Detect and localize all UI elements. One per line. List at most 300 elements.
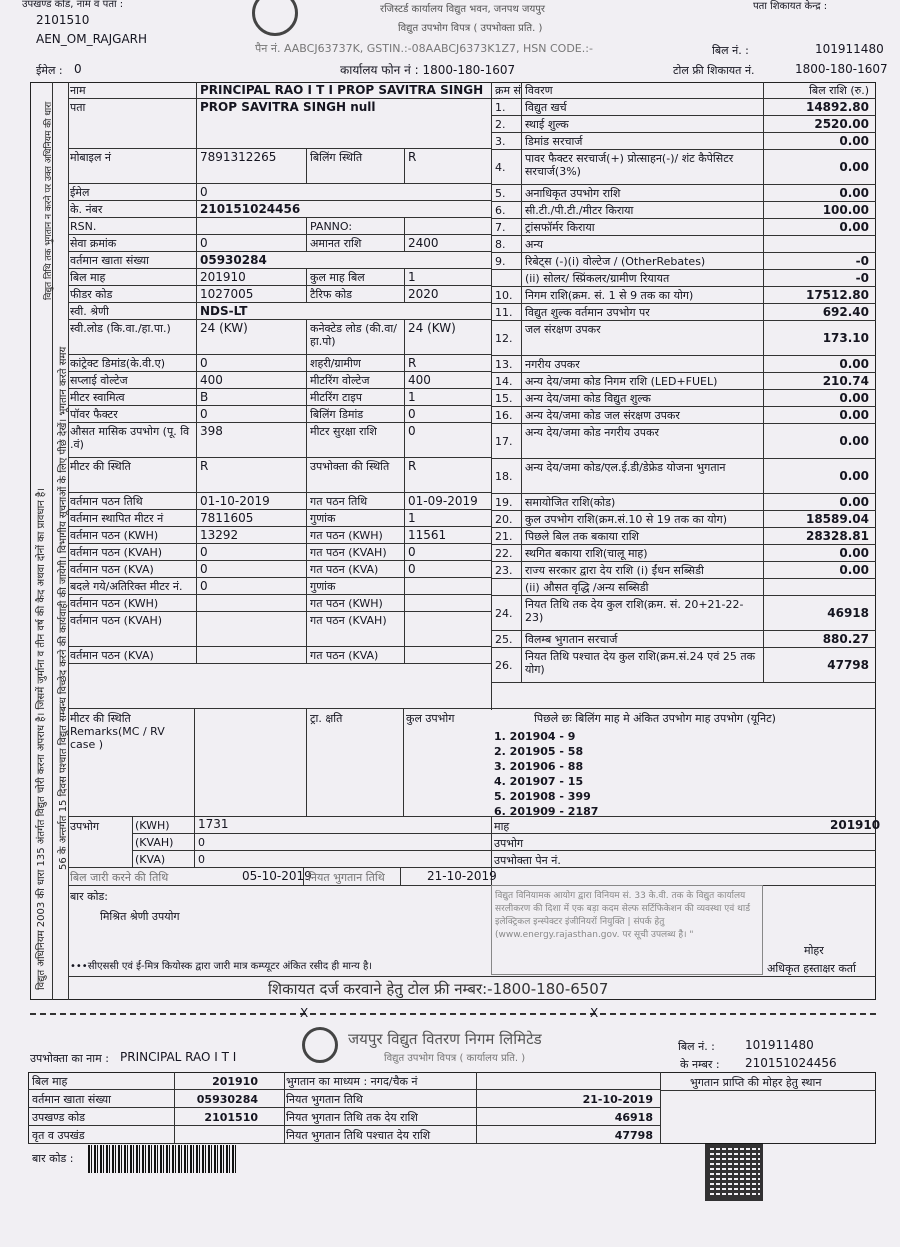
qr-code: [708, 1146, 760, 1198]
office-phone: कार्यालय फोन नं : 1800-180-1607: [340, 63, 516, 77]
detail-row: [68, 493, 491, 510]
detail-value: 210151024456: [200, 202, 301, 216]
detail-label: वर्तमान पठन (KVAH): [70, 614, 163, 627]
detail-value: 0: [200, 236, 208, 250]
receipt-amount: 46918: [614, 1111, 653, 1124]
receipt-k-no-label: के नम्बर :: [680, 1058, 720, 1071]
receipt-note: •••सीएससी एवं ई-मित्र कियोस्क द्वारा जारी मात्र कम्प्यूटर अंकित रसीद ही मान्य है।: [70, 961, 373, 972]
sign-label: अधिकृत हस्ताक्षर कर्ता: [767, 962, 856, 975]
detail-value-2: 01-09-2019: [408, 494, 478, 508]
charge-no: 15.: [495, 392, 513, 405]
receipt-consumer-label: उपभोक्ता का नाम :: [30, 1052, 109, 1065]
receipt-amount: 47798: [614, 1129, 653, 1142]
charge-desc: पावर फैक्टर सरचार्ज(+) प्रोत्साहन(-)/ शंट कैपेसिटर सरचार्ज(3%): [525, 152, 734, 178]
charge-row: [491, 562, 876, 579]
charge-desc: नियत तिथि तक देय कुल राशि(क्रम. सं. 20+21-22-23): [525, 598, 744, 624]
charge-no: 18.: [495, 470, 513, 483]
tra-loss-label: ट्रा. क्षति: [310, 712, 343, 725]
receipt-row: [28, 1126, 660, 1144]
charge-row: [491, 219, 876, 236]
charge-row: [491, 150, 876, 185]
detail-value: 0: [200, 579, 208, 593]
charge-row: [491, 133, 876, 150]
charge-amount: 0.00: [839, 134, 869, 148]
receipt-mid-label: भुगतान का माध्यम : नगद/चैक नं: [286, 1075, 418, 1088]
detail-label-2: गत पठन (KVAH): [310, 614, 387, 627]
detail-label: पॉवर फैक्टर: [70, 408, 118, 421]
detail-value: PROP SAVITRA SINGH null: [200, 100, 376, 114]
charge-desc: नियत तिथि पश्चात देय कुल राशि(क्रम.सं.24 एवं 25 तक योग): [525, 650, 756, 676]
consumption-label: उपभोग: [70, 820, 100, 833]
detail-label-2: PANNO:: [310, 220, 353, 233]
charge-row: [491, 185, 876, 202]
charge-no: 2.: [495, 118, 506, 131]
detail-label: वर्तमान पठन तिथि: [70, 495, 143, 508]
detail-row: [68, 320, 491, 355]
margin-notice-1: विद्युत अधिनियम 2003 की धारा 135 अंतर्गत विद्युत चोरी करना अपराध है। जिसमें जुर्माना व तीन वर्ष की कैद अथवा दोनों का प्रावधान है।: [36, 488, 47, 990]
detail-value: R: [200, 459, 209, 473]
charge-desc: विलम्ब भुगतान सरचार्ज: [525, 633, 618, 646]
charge-no: 23.: [495, 564, 513, 577]
detail-value-2: R: [408, 150, 417, 164]
subdivision-name: AEN_OM_RAJGARH: [36, 32, 148, 46]
detail-label-2: अमानत राशि: [310, 237, 362, 250]
charge-no: 6.: [495, 204, 506, 217]
receipt-bill-no: 101911480: [745, 1038, 814, 1052]
detail-label: फीडर कोड: [70, 288, 113, 301]
charge-row: [491, 202, 876, 219]
detail-row: [68, 218, 491, 235]
detail-row: [68, 389, 491, 406]
detail-row: [68, 303, 491, 320]
charge-desc: अन्य: [525, 238, 544, 251]
charge-no: 21.: [495, 530, 513, 543]
tollfree-number: 1800-180-1607: [795, 62, 888, 76]
info-box: विद्युत विनियामक आयोग द्वारा विनियम सं. 33 के.वी. तक के विद्युत कार्यालय सरलीकरण की दिशा में एक बड़ा कदम सेल्फ सर्टिफिकेशन की व्यवस्था एवं थार्ड इलेक्ट्रिकल इन्स्पेक्टर इंजीनियरों नियुक्ति | संपर्क हेतु (www.energy.rajasthan.gov. पर सूची उपलब्ध है। ": [495, 891, 751, 940]
charge-no: 9.: [495, 255, 506, 268]
charge-desc: समायोजित राशि(कोड): [525, 496, 616, 509]
detail-label-2: कुल माह बिल: [310, 271, 365, 284]
detail-label-2: गत पठन तिथि: [310, 495, 368, 508]
charge-desc: अन्य देय/जमा कोड जल संरक्षण उपकर: [525, 409, 680, 422]
detail-label-2: गुणांक: [310, 512, 336, 525]
detail-row: [68, 647, 491, 664]
barcode-label: बार कोड:: [70, 890, 109, 903]
detail-value: 7891312265: [200, 150, 277, 164]
charge-row: [491, 648, 876, 683]
charge-no: 24.: [495, 607, 513, 620]
charge-no: 16.: [495, 409, 513, 422]
bill-type-line: विद्युत उपभोग विपत्र ( उपभोक्ता प्रति. ): [398, 23, 543, 34]
charge-amount: 0.00: [839, 160, 869, 174]
cut-mark-left: X: [300, 1006, 309, 1020]
detail-row: [68, 527, 491, 544]
detail-value: 400: [200, 373, 223, 387]
charge-no: 10.: [495, 289, 513, 302]
detail-label-2: शहरी/ग्रामीण: [310, 357, 361, 370]
detail-row: [68, 458, 491, 493]
detail-label: सप्लाई वोल्टेज: [70, 374, 128, 387]
charge-desc: विवरण: [525, 84, 553, 97]
detail-label: ईमेल: [70, 186, 90, 199]
detail-row: [68, 184, 491, 201]
receipt-value: 2101510: [204, 1111, 258, 1124]
charge-desc: ट्रांसफॉर्मर किराया: [525, 221, 595, 234]
detail-label-2: बिलिंग डिमांड: [310, 408, 364, 421]
detail-value: 05930284: [200, 253, 267, 267]
charge-desc: सी.टी./पी.टी./मीटर किराया: [525, 204, 634, 217]
charge-row: [491, 390, 876, 407]
charge-desc: स्थगित बकाया राशि(चालू माह): [525, 547, 648, 560]
charge-amount: 0.00: [839, 495, 869, 509]
detail-value-2: 400: [408, 373, 431, 387]
total-use-label: कुल उपभोग: [406, 712, 455, 725]
charge-desc: अन्य देय/जमा कोड विद्युत शुल्क: [525, 392, 651, 405]
detail-value-2: 11561: [408, 528, 447, 542]
detail-value-2: 0: [408, 562, 416, 576]
bill-no: 101911480: [815, 42, 884, 56]
detail-label: वर्तमान स्थापित मीटर नं: [70, 512, 164, 525]
detail-row: [68, 82, 491, 99]
detail-label: नाम: [70, 84, 86, 97]
charge-row: [491, 356, 876, 373]
detail-label-2: कनेक्टेड लोड (की.वा/हा.पो): [310, 322, 397, 348]
charge-no: 5.: [495, 187, 506, 200]
charge-desc: अन्य देय/जमा कोड/एल.ई.डी/डेफ्रेड योजना भुगतान: [525, 461, 726, 474]
detail-label-2: मीटर सुरक्षा राशि: [310, 425, 377, 438]
receipt-amount: 21-10-2019: [582, 1093, 653, 1106]
detail-value: 0: [200, 562, 208, 576]
detail-value-2: 0: [408, 407, 416, 421]
charge-desc: अनाधिकृत उपभोग राशि: [525, 187, 621, 200]
detail-value: 0: [200, 407, 208, 421]
kwh-consumption: 1731: [198, 817, 229, 831]
detail-value: 01-10-2019: [200, 494, 270, 508]
detail-label: औसत मासिक उपभोग (पू. वि .वं): [70, 425, 190, 451]
detail-row: [68, 406, 491, 423]
detail-value: B: [200, 390, 209, 404]
detail-value-2: R: [408, 459, 417, 473]
detail-value-2: 0: [408, 424, 416, 438]
charge-row: [491, 253, 876, 270]
charge-desc: (ii) सोलर/ स्प्रिंकलर/ग्रामीण रियायत: [525, 272, 670, 285]
detail-label: स्वी. श्रेणी: [70, 305, 109, 318]
receipt-seal-place: भुगतान प्राप्ति की मोहर हेतु स्थान: [690, 1076, 822, 1089]
charge-no: 26.: [495, 659, 513, 672]
detail-label-2: गत पठन (KVAH): [310, 546, 387, 559]
charge-row: [491, 287, 876, 304]
detail-label: वर्तमान पठन (KWH): [70, 597, 159, 610]
detail-label: मीटर स्वामित्व: [70, 391, 125, 404]
charge-no: 17.: [495, 435, 513, 448]
detail-value: NDS-LT: [200, 304, 248, 318]
detail-row: [68, 372, 491, 389]
charge-desc: नगरीय उपकर: [525, 358, 580, 371]
receipt-label: उपखण्ड कोड: [32, 1111, 86, 1124]
charge-amount: 46918: [827, 606, 869, 620]
charge-amount: 2520.00: [814, 117, 869, 131]
charge-amount: 18589.04: [805, 512, 869, 526]
receipt-label: बिल माह: [32, 1075, 68, 1088]
charge-row: [491, 579, 876, 596]
kwh-label: (KWH): [135, 819, 170, 832]
receipt-barcode: [88, 1145, 236, 1173]
receipt-logo: [302, 1027, 338, 1063]
detail-label-2: बिलिंग स्थिति: [310, 151, 363, 164]
email-value: 0: [74, 62, 82, 76]
charge-desc: रिबेट्स (-)(i) वोल्टेज / (OtherRebates): [525, 255, 706, 268]
kva-label: (KVA): [135, 853, 166, 866]
charge-no: 12.: [495, 332, 513, 345]
detail-value: 24 (KW): [200, 321, 248, 335]
charge-amount: 0.00: [839, 391, 869, 405]
charge-row: [491, 545, 876, 562]
charge-desc: अन्य देय/जमा कोड निगम राशि (LED+FUEL): [525, 375, 718, 388]
charge-row: [491, 631, 876, 648]
receipt-value: 05930284: [196, 1093, 258, 1106]
charge-amount: 173.10: [822, 331, 869, 345]
receipt-mid-label: नियत भुगतान तिथि तक देय राशि: [286, 1111, 418, 1124]
receipt-label: वृत व उपखंड: [32, 1129, 85, 1142]
charge-desc: विद्युत खर्च: [525, 101, 567, 114]
tollfree-label: टोल फ्री शिकायत नं.: [673, 64, 755, 77]
receipt-row: [28, 1108, 660, 1126]
charge-desc: पिछले बिल तक बकाया राशि: [525, 530, 640, 543]
charge-amount: 14892.80: [805, 100, 869, 114]
receipt-consumer: PRINCIPAL RAO I T I: [120, 1050, 237, 1064]
charge-row: [491, 494, 876, 511]
charge-amount: 0.00: [839, 357, 869, 371]
charge-amount: 210.74: [822, 374, 869, 388]
charge-row: [491, 116, 876, 133]
detail-row: [68, 286, 491, 303]
seal-label: मोहर: [804, 944, 824, 957]
charge-amount: 47798: [827, 658, 869, 672]
charge-row: [491, 270, 876, 287]
detail-label: वर्तमान पठन (KWH): [70, 529, 159, 542]
detail-value-2: R: [408, 356, 417, 370]
charge-amount: -0: [855, 271, 869, 285]
detail-row: [68, 423, 491, 458]
charge-no: 1.: [495, 101, 506, 114]
charge-amount: 28328.81: [805, 529, 869, 543]
charge-row: [491, 373, 876, 390]
detail-row: [68, 544, 491, 561]
detail-row: [68, 252, 491, 269]
detail-row: [68, 235, 491, 252]
detail-row: [68, 201, 491, 218]
detail-label: वर्तमान पठन (KVAH): [70, 546, 163, 559]
company-logo: [252, 0, 298, 36]
charge-amount: 100.00: [822, 203, 869, 217]
detail-label: कांट्रेक्ट डिमांड(के.वी.ए): [70, 357, 165, 370]
history-item: 3. 201906 - 88: [494, 760, 584, 773]
charge-amount: 17512.80: [805, 288, 869, 302]
kva-consumption: 0: [198, 853, 205, 866]
charge-row: [491, 304, 876, 321]
detail-label-2: गुणांक: [310, 580, 336, 593]
detail-value-2: 1: [408, 390, 416, 404]
receipt-k-no: 210151024456: [745, 1056, 837, 1070]
upbhog-label: उपभोग: [494, 837, 524, 850]
detail-value: 0: [200, 545, 208, 559]
detail-label-2: मीटरिंग टाइप: [310, 391, 363, 404]
detail-label-2: गत पठन (KVA): [310, 563, 379, 576]
issue-date: 05-10-2019: [242, 869, 312, 883]
charge-amount: 0.00: [839, 434, 869, 448]
detail-label: बिल माह: [70, 271, 106, 284]
charge-no: 8.: [495, 238, 506, 251]
detail-label: मीटर की स्थिति: [70, 460, 131, 473]
detail-row: [68, 595, 491, 612]
detail-label: स्वी.लोड (कि.वा./हा.पा.): [70, 322, 171, 335]
charge-no: 13.: [495, 358, 513, 371]
receipt-bill-no-label: बिल नं. :: [678, 1040, 715, 1053]
detail-label: मोबाइल नं: [70, 151, 112, 164]
mixed-category: मिश्रित श्रेणी उपयोग: [100, 910, 180, 923]
email-label: ईमेल :: [36, 64, 63, 77]
due-date-label: नियत भुगतान तिथि: [308, 871, 385, 884]
pen-label: उपभोक्ता पेन नं.: [494, 854, 561, 867]
charge-amount: 0.00: [839, 563, 869, 577]
charge-amount: 0.00: [839, 408, 869, 422]
detail-label: सेवा क्रमांक: [70, 237, 117, 250]
charge-row: [491, 321, 876, 356]
detail-value: 201910: [200, 270, 246, 284]
charge-row: [491, 511, 876, 528]
detail-row: [68, 99, 491, 149]
detail-row: [68, 149, 491, 184]
charge-amount: 0.00: [839, 546, 869, 560]
charge-no: 7.: [495, 221, 506, 234]
due-date: 21-10-2019: [427, 869, 497, 883]
charges-header: [491, 82, 876, 99]
detail-row: [68, 355, 491, 372]
charge-amount: 0.00: [839, 186, 869, 200]
charge-desc: जल संरक्षण उपकर: [525, 323, 601, 336]
detail-label: वर्तमान खाता संख्या: [70, 254, 149, 267]
history-item: 5. 201908 - 399: [494, 790, 591, 803]
charge-no: 3.: [495, 135, 506, 148]
detail-value: 0: [200, 185, 208, 199]
detail-row: [68, 510, 491, 527]
receipt-mid-label: नियत भुगतान तिथि: [286, 1093, 363, 1106]
detail-value-2: 2400: [408, 236, 439, 250]
charge-no: 20.: [495, 513, 513, 526]
receipt-mid-label: नियत भुगतान तिथि पश्चात देय राशि: [286, 1129, 431, 1142]
history-title: पिछले छः बिलिंग माह मे अंकित उपभोग माह उपभोग (यूनिट): [534, 712, 776, 725]
charge-amount: 0.00: [839, 469, 869, 483]
subdivision-label: उपखण्ड कोड, नाम व पता :: [22, 0, 124, 10]
detail-value-2: 1: [408, 511, 416, 525]
detail-value: 0: [200, 356, 208, 370]
month-value: 201910: [830, 818, 881, 832]
detail-value: 7811605: [200, 511, 254, 525]
complaint-banner: शिकायत दर्ज करवाने हेतु टोल फ्री नम्बर:-1800-180-6507: [268, 980, 609, 998]
complaint-center-label: पता शिकायत केन्द्र :: [753, 1, 828, 12]
detail-label-2: गत पठन (KWH): [310, 597, 383, 610]
kvah-consumption: 0: [198, 836, 205, 849]
pan-gst-line: पैन नं. AABCJ63737K, GSTIN.:-08AABCJ6373K1Z7, HSN CODE.:-: [255, 42, 593, 55]
detail-value: PRINCIPAL RAO I T I PROP SAVITRA SINGH: [200, 83, 484, 97]
charge-no: 11.: [495, 306, 513, 319]
margin-notice-3: विद्युत तिथि तक भुगतान न करने पर उक्त अधिनियम की धारा: [44, 101, 54, 300]
detail-label: बदले गये/अतिरिक्त मीटर नं.: [70, 580, 183, 593]
receipt-value: 201910: [212, 1075, 258, 1088]
charge-no: 4.: [495, 161, 506, 174]
history-item: 4. 201907 - 15: [494, 775, 584, 788]
charge-amount: बिल राशि (रु.): [809, 84, 869, 97]
charge-row: [491, 528, 876, 545]
detail-label: वर्तमान पठन (KVA): [70, 649, 154, 662]
receipt-subtitle: विद्युत उपभोग विपत्र ( कार्यालय प्रति. ): [384, 1053, 526, 1064]
meter-remarks-label: मीटर की स्थिति Remarks(MC / RV case ): [70, 712, 165, 751]
history-item: 6. 201909 - 2187: [494, 805, 599, 818]
kvah-label: (KVAH): [135, 836, 174, 849]
charge-amount: 880.27: [822, 632, 869, 646]
charge-no: 19.: [495, 496, 513, 509]
charge-desc: स्थाई शुल्क: [525, 118, 569, 131]
charge-desc: डिमांड सरचार्ज: [525, 135, 583, 148]
detail-row: [68, 612, 491, 647]
charge-desc: अन्य देय/जमा कोड नगरीय उपकर: [525, 426, 659, 439]
charge-no: 25.: [495, 633, 513, 646]
charge-desc: राज्य सरकार द्वारा देय राशि (i) ईंधन सब्सिडी: [525, 564, 704, 577]
month-label: माह: [494, 820, 510, 833]
detail-value: 398: [200, 424, 223, 438]
receipt-company: जयपुर विद्युत वितरण निगम लिमिटेड: [348, 1030, 542, 1048]
charge-amount: 0.00: [839, 220, 869, 234]
detail-value: 13292: [200, 528, 239, 542]
detail-label: के. नंबर: [70, 203, 103, 216]
charge-row: [491, 459, 876, 494]
charge-no: क्रम सं: [495, 84, 521, 97]
charge-row: [491, 596, 876, 631]
history-item: 2. 201905 - 58: [494, 745, 584, 758]
office-line: रजिस्टर्ड कार्यालय विद्युत भवन, जनपथ जयपुर: [380, 4, 546, 15]
charge-row: [491, 236, 876, 253]
bill-no-label: बिल नं. :: [712, 44, 749, 57]
detail-label-2: गत पठन (KVA): [310, 649, 379, 662]
history-item: 1. 201904 - 9: [494, 730, 576, 743]
detail-label: RSN.: [70, 220, 97, 233]
cut-mark-right: X: [590, 1006, 599, 1020]
charge-desc: विद्युत शुल्क वर्तमान उपभोग पर: [525, 306, 650, 319]
detail-value-2: 2020: [408, 287, 439, 301]
detail-label-2: मीटरिंग वोल्टेज: [310, 374, 370, 387]
charge-no: 14.: [495, 375, 513, 388]
detail-value-2: 24 (KW): [408, 321, 456, 335]
receipt-barcode-label: बार कोड :: [32, 1152, 74, 1165]
charge-no: 22.: [495, 547, 513, 560]
detail-value-2: 0: [408, 545, 416, 559]
receipt-row: [28, 1072, 660, 1090]
charge-desc: निगम राशि(क्रम. सं. 1 से 9 तक का योग): [525, 289, 694, 302]
charge-row: [491, 424, 876, 459]
charge-amount: 692.40: [822, 305, 869, 319]
detail-row: [68, 578, 491, 595]
receipt-row: [28, 1090, 660, 1108]
charge-desc: कुल उपभोग राशि(क्रम.सं.10 से 19 तक का योग): [525, 513, 728, 526]
margin-notice-2: 56 के अन्तर्गत 15 दिवस पश्चात विद्युत सम्बन्ध विच्छेद करने की कार्यवाही की जायेगी। विभागीय सूचनाओं के लिए पीछे देखें। भूगतान करते समय: [58, 346, 69, 870]
issue-date-label: बिल जारी करने की तिथि: [70, 871, 169, 884]
detail-row: [68, 561, 491, 578]
charge-desc: (ii) औसत वृद्धि /अन्य सब्सिडी: [525, 581, 649, 594]
detail-label-2: उपभोक्ता की स्थिति: [310, 460, 390, 473]
charge-row: [491, 99, 876, 116]
charge-row: [491, 407, 876, 424]
detail-label-2: गत पठन (KWH): [310, 529, 383, 542]
